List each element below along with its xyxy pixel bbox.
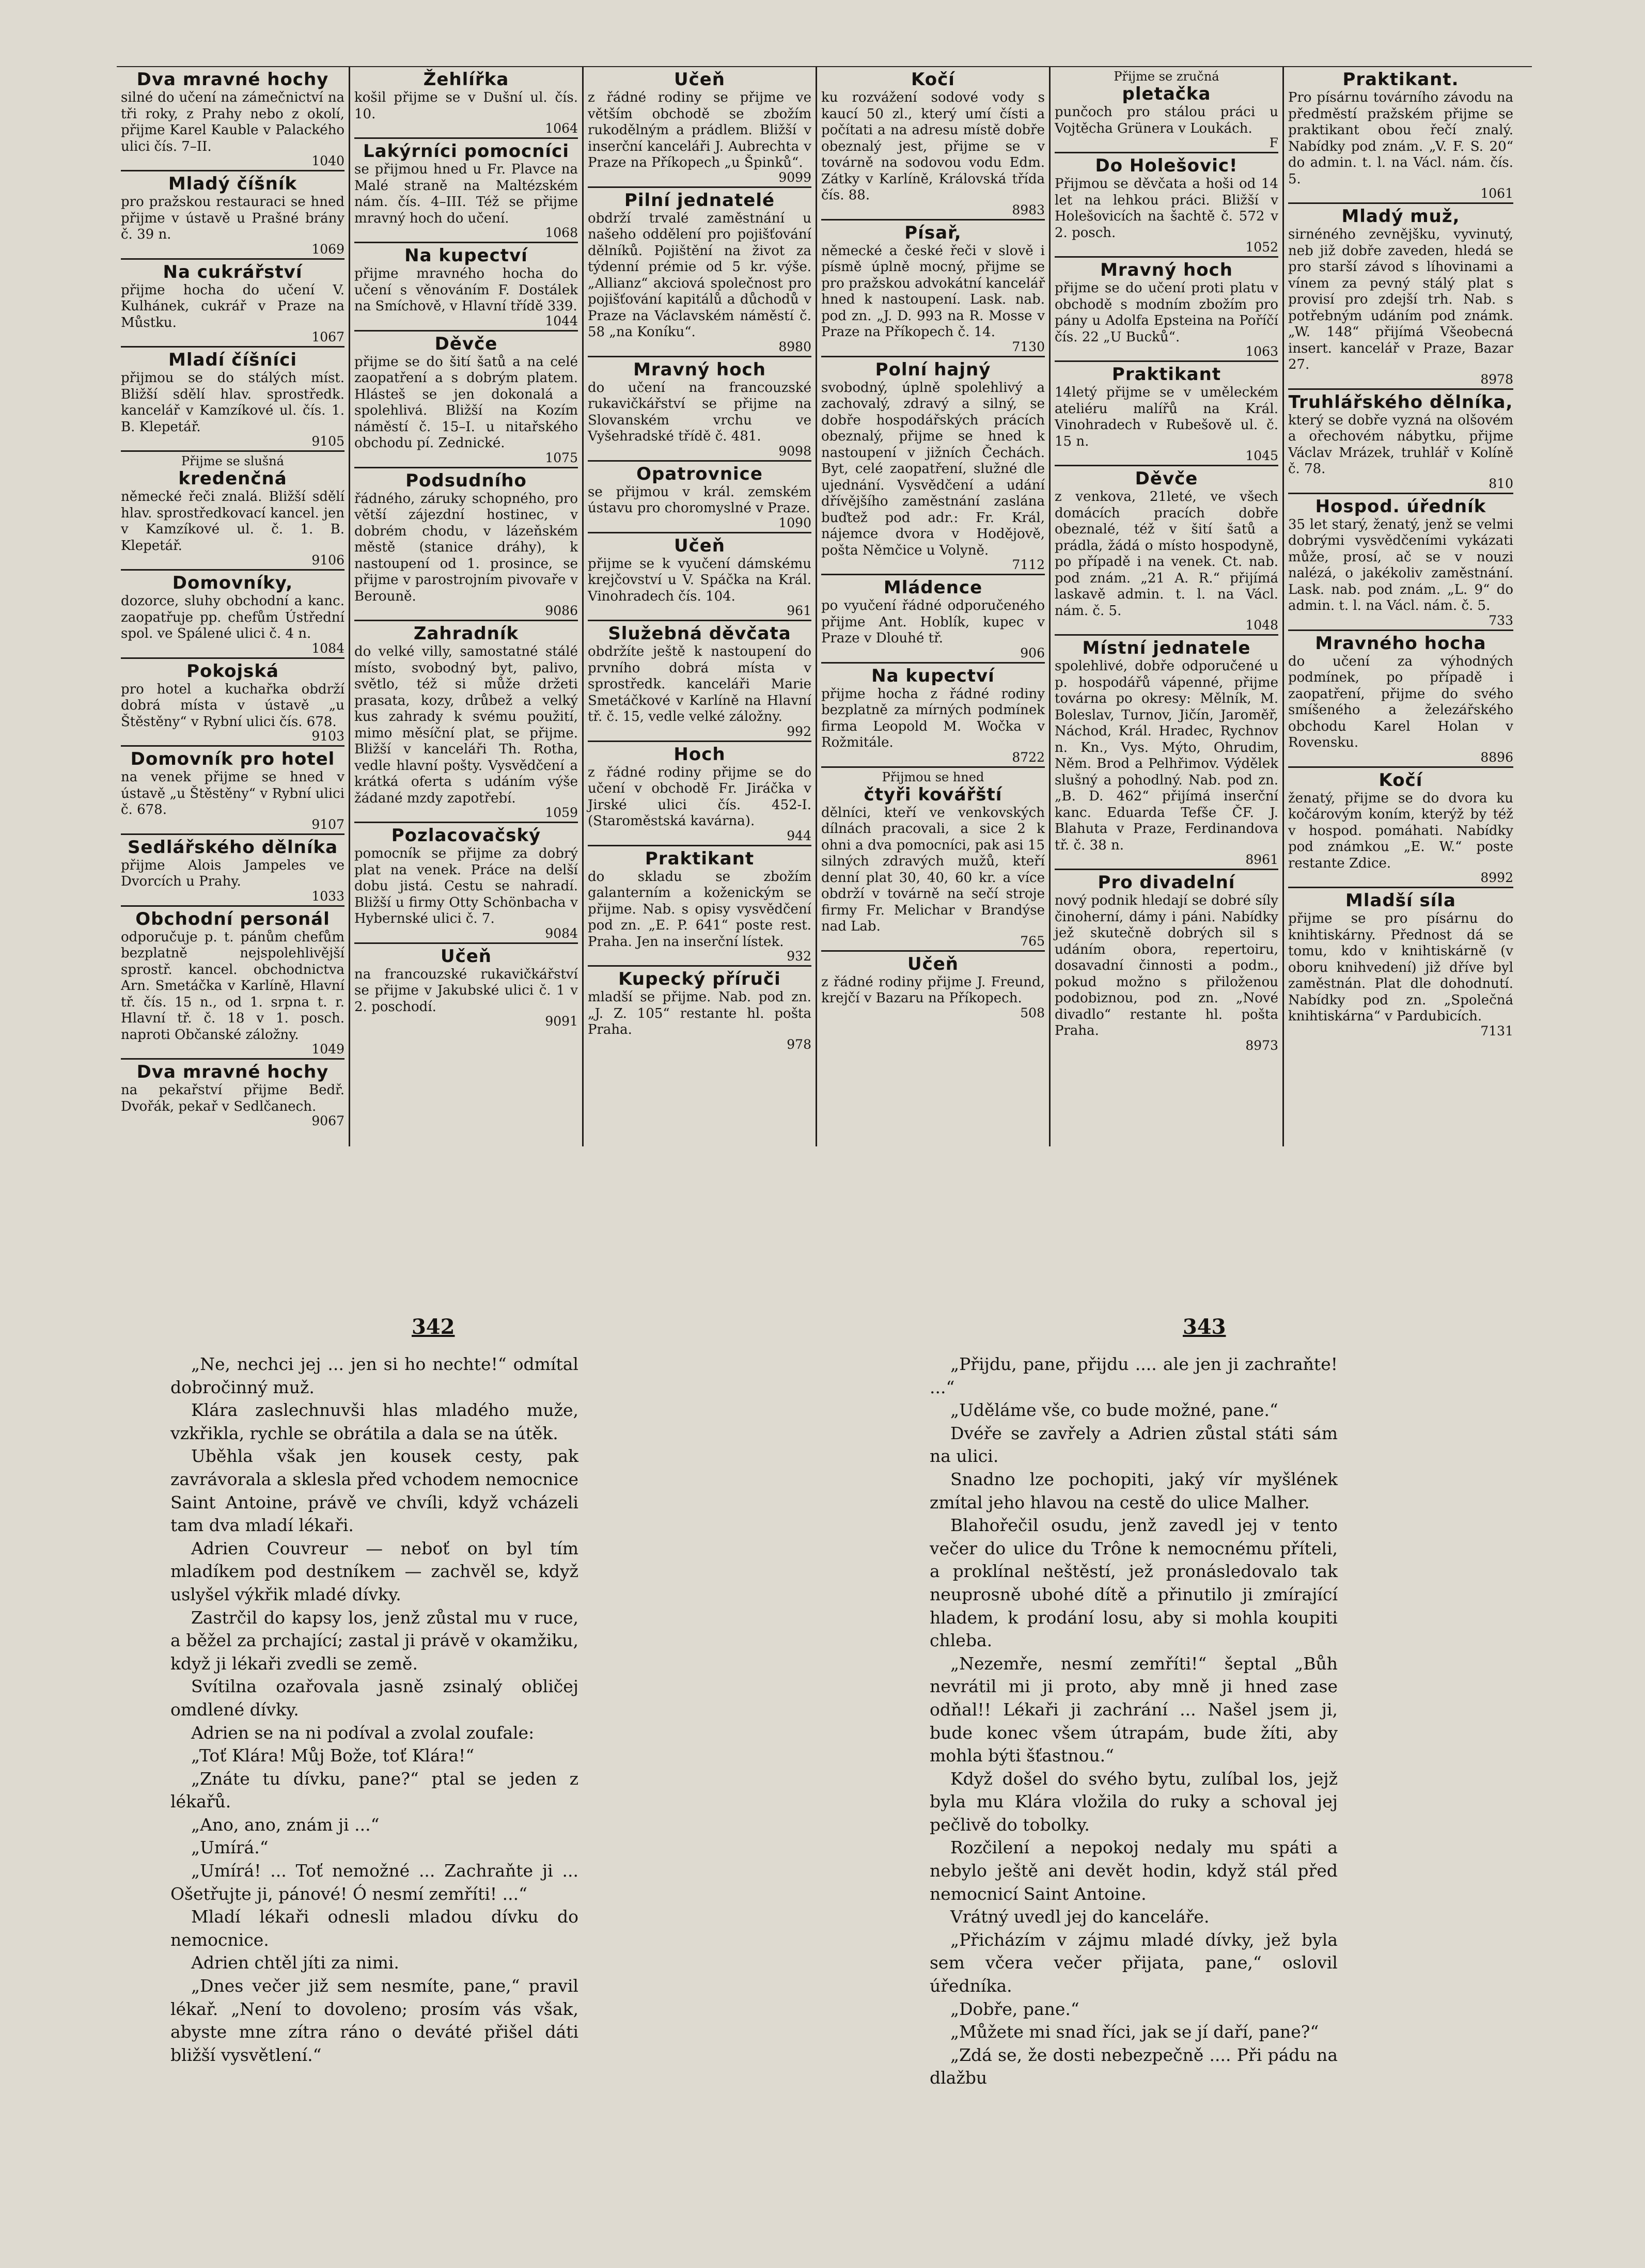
- ad-number: 8992: [1480, 870, 1513, 885]
- ad-heading: Pozlacovačský: [391, 825, 541, 846]
- ad-heading: Mládence: [883, 577, 983, 598]
- ad-text: se přijmou hned u Fr. Plavce na Malé straně na Maltézském nám. čís. 4–III. Též se přijme mravný hoch do učení.: [354, 162, 578, 226]
- ad-text: punčoch pro stálou práci u Vojtěcha Grünera v Loukách.: [1055, 104, 1278, 136]
- ad-text: Přijmou se děvčata a hoši od 14 let na lehkou práci. Bližší v Holešovicích na šachtě č. 572 v 2. posch.: [1055, 176, 1278, 241]
- ad-text: řádného, záruky schopného, pro větší zájezdní hostinec, v dobrém chodu, v lázeňském městě (stanice dráhy), k nastoupení od 1. prosince, se přijme v parostrojním pivovaře v Berouně.: [354, 491, 578, 604]
- ad-heading: Učeň: [673, 69, 726, 90]
- ad-number: 1064: [545, 121, 578, 136]
- story-paragraph: „Ano, ano, znám ji ...“: [191, 1814, 380, 1835]
- story-paragraph: „Dobře, pane.“: [950, 1998, 1079, 2019]
- ad-column: [1284, 67, 1517, 1146]
- ad-number: 7131: [1480, 1023, 1513, 1038]
- ad-number: 8978: [1480, 371, 1513, 387]
- ad-heading: Mravného hocha: [1315, 633, 1486, 654]
- ad-column: [117, 67, 350, 1146]
- ad-heading: Učeň: [907, 953, 959, 974]
- classified-ad: [121, 171, 344, 260]
- ad-heading: Opatrovnice: [636, 463, 763, 484]
- classified-ad: [1055, 67, 1278, 153]
- ad-heading: Praktikant: [645, 848, 755, 869]
- ad-text: z řádné rodiny přijme J. Freund, krejčí v Bazaru na Příkopech.: [821, 974, 1045, 1006]
- classified-ad: [588, 357, 811, 462]
- ad-text: přijmou se do stálých míst. Bližší sdělí hlav. sprostředk. kancelář v Kamzíkové ul. čís. 1. B. Klepetář.: [121, 370, 344, 435]
- classified-ad: [821, 357, 1045, 576]
- ad-number: 992: [787, 723, 811, 739]
- story-paragraph: Uběhla však jen kousek cesty, pak zavrávorala a sklesla před vchodem nemocnice Saint Antoine, právě ve chvíli, když vcházeli tam dva mladí lékaři.: [170, 1446, 578, 1536]
- ad-number: 1052: [1245, 240, 1278, 255]
- ad-heading: Žehlířka: [423, 69, 509, 90]
- ad-text: odporučuje p. t. pánům chefům bezplatně nejspolehlivější sprostř. kancel. obchodnictva Arn. Smetáčka v Karlíně, Hlavní tř. čís. 15 n., od 1. srpna t. r. Hlavní tř. č. 18 v 1. posch. naproti Občanské záložny.: [121, 929, 344, 1043]
- story-paragraph: Svítilna ozařovala jasně zsinalý obličej omdlené dívky.: [170, 1676, 578, 1720]
- classified-ad: [1055, 466, 1278, 636]
- classified-ad: [121, 1060, 344, 1130]
- ad-number: 1069: [311, 241, 344, 257]
- classified-ad: [1288, 67, 1513, 204]
- ad-heading: Lakýrníci pomocníci: [363, 141, 569, 162]
- ad-text: silné do učení na zámečnictví na tři roky, z Prahy nebo z okolí, přijme Karel Kauble v Palackého ulici čís. 7–II.: [121, 90, 344, 154]
- story-paragraph: „Nezemře, nesmí zemříti!“ šeptal „Bůh nevrátil mi ji proto, aby mně ji hned zase odňal!! Lékaři ji zachrání ... Našel jsem ji, bude konec všem útrapám, bude žíti, aby mohla býti šťastnou.“: [930, 1653, 1338, 1766]
- classified-ad: [354, 944, 578, 1031]
- ad-heading: Praktikant: [1111, 364, 1221, 385]
- ad-text: obdrží trvalé zaměstnání u našeho oddělení pro pojišťování dělníků. Pojištění na život za týdenní prémie od 5 kr. výše. „Allianz“ akciová společnost pro pojišťování kapitálů a důchodů v Praze na Václavském náměstí č. 58 „na Koníku“.: [588, 210, 811, 340]
- ad-text: do skladu se zbožím galanterním a koženickým se přijme. Nab. s opisy vysvědčení pod zn. „E. P. 641“ poste rest. Praha. Jen na inserční lístek.: [588, 869, 811, 950]
- ad-heading: Mladší síla: [1345, 890, 1456, 911]
- ad-heading: Mravný hoch: [1100, 260, 1233, 280]
- classified-ad: [354, 139, 578, 243]
- story-paragraph: Blahořečil osudu, jenž zavedl jej v tento večer do ulice du Trône k nemocnému příteli, a proklínal neštěstí, jež pronásledovalo tak neuprosně ubohé dítě a přinutilo ji zmírající hladem, k prodání losu, aby si mohla koupiti chleba.: [930, 1515, 1338, 1651]
- story-paragraph: Adrien Couvreur — neboť on byl tím mladíkem pod destníkem — zachvěl se, když uslyšel výkřik mladé dívky.: [170, 1538, 578, 1604]
- story-paragraph: „Uděláme vše, co bude možné, pane.“: [950, 1400, 1278, 1421]
- ad-text: přijme hocha z řádné rodiny bezplatně za mírných podmínek firma Leopold M. Wočka v Rožmitále.: [821, 686, 1045, 750]
- ad-text: přijme se pro písárnu do knihtiskárny. Přednost dá se tomu, kdo v knihtiskárně (v oboru knihvedení) již dříve byl zaměstnán. Plat dle dohodnutí. Nabídky pod zn. „Společná knihtiskárna“ v Pardubicích.: [1288, 911, 1513, 1024]
- ad-text: do velké villy, samostatné stálé místo, svobodný byt, palivo, světlo, též si může držeti prasata, kozy, drůbež a velký kus zahrady k svému použití, mimo měsíční plat, se přijme. Bližší v kanceláři Th. Rotha, vedle hlavní pošty. Vysvědčení a krátká oferta s udáním výše žádané mzdy zapotřebí.: [354, 644, 578, 806]
- ad-number: 944: [787, 828, 811, 843]
- ad-text: na venek přijme se hned v ústavě „u Štěstěny“ v Rybní ulici č. 678.: [121, 769, 344, 817]
- ad-heading: Sedlářského dělníka: [127, 837, 338, 858]
- ad-number: 1033: [311, 888, 344, 904]
- story-page-left: [170, 1353, 578, 2067]
- story-paragraph: Mladí lékaři odnesli mladou dívku do nemocnice.: [170, 1907, 578, 1950]
- ad-number: 1090: [778, 515, 811, 530]
- ad-text: přijme se do učení proti platu v obchodě s modním zbožím pro pány u Adolfa Epsteina na Poříčí čís. 22 „U Bucků“.: [1055, 280, 1278, 345]
- ad-number: 8973: [1245, 1037, 1278, 1053]
- ad-number: 1059: [545, 805, 578, 820]
- ad-preheading: Přijmou se hned: [882, 769, 984, 784]
- ad-number: 1040: [311, 153, 344, 168]
- ad-heading: Hoch: [673, 744, 726, 765]
- story-paragraph: Klára zaslechnuvši hlas mladého muže, vzkřikla, rychle se obrátila a dala se na útěk.: [170, 1400, 578, 1443]
- classified-ad: [354, 468, 578, 622]
- classified-ad: [354, 823, 578, 944]
- classified-ad: [1055, 153, 1278, 258]
- classified-ad: [821, 768, 1045, 952]
- classified-ad: [588, 188, 811, 357]
- ad-heading: Podsudního: [405, 470, 527, 491]
- ad-column: [350, 67, 584, 1146]
- ad-heading: Učeň: [440, 946, 492, 967]
- ad-text: do učení na francouzské rukavičkářství se přijme na Slovanském vrchu ve Vyšehradské třídě č. 481.: [588, 380, 811, 444]
- ad-text: obdržíte ještě k nastoupení do prvního dobrá místa v sprostředk. kanceláři Marie Smetáčkové v Karlíně na Hlavní tř. č. 15, vedle velké záložny.: [588, 644, 811, 724]
- ad-number: 9106: [311, 553, 344, 568]
- ad-heading: Kupecký příruči: [618, 969, 781, 989]
- ad-heading: Kočí: [911, 69, 955, 90]
- ad-heading: Na cukrářství: [163, 261, 303, 282]
- ad-text: přijme mravného hocha do učení s věnováním F. Dostálek na Smíchově, v Hlavní třídě 339.: [354, 266, 578, 314]
- ad-preheading: Přijme se slušná: [181, 454, 284, 468]
- ad-heading: pletačka: [1122, 84, 1211, 104]
- ad-text: přijme se do šití šatů a na celé zaopatření a s dobrým platem. Hlásteš se jen dokonalá a spolehlivá. Bližší na Kozím náměstí č. 15–I. u nitařského obchodu pí. Zednické.: [354, 354, 578, 451]
- ad-heading: Písař,: [904, 222, 962, 243]
- ad-heading: kredenčná: [178, 468, 287, 489]
- ad-text: do učení za výhodných podmínek, po případě i zaopatření, přijme do svého smíšeného a železářského obchodu Karel Holan v Rovensku.: [1288, 653, 1513, 750]
- ad-number: 8896: [1480, 749, 1513, 765]
- ad-text: nový podnik hledají se dobré síly činoherní, dámy i páni. Nabídky jež skutečně dobrých sil s udáním obora, repertoiru, dosavadní činnosti a podm., pokud možno s přiloženou podobiznou, pod zn. „Nové divadlo“ restante hl. pošta Praha.: [1055, 893, 1278, 1038]
- classified-ad: [1288, 494, 1513, 631]
- ad-heading: Mladí číšníci: [168, 350, 297, 370]
- ad-column: [1051, 67, 1284, 1146]
- ad-text: mladší se přijme. Nab. pod zn. „J. Z. 105“ restante hl. pošta Praha.: [588, 989, 811, 1037]
- classified-ad: [821, 220, 1045, 357]
- ad-number: 978: [787, 1036, 811, 1052]
- classified-ad: [588, 742, 811, 846]
- ad-text: německé řeči znalá. Bližší sdělí hlav. sprostředkovací kancel. jen v Kamzíkové ul. č. 1. B. Klepetář.: [121, 489, 344, 554]
- classified-ad: [1288, 888, 1513, 1040]
- ad-number: 810: [1489, 476, 1513, 491]
- story-paragraph: „Zdá se, že dosti nebezpečně .... Při pádu na dlažbu: [930, 2044, 1338, 2088]
- ad-heading: Hospod. úředník: [1315, 496, 1486, 517]
- classified-ad: [1055, 636, 1278, 870]
- ad-text: Pro písárnu továrního závodu na předměstí pražském přijme se praktikant obou řečí znalý. Nabídky pod znám. „V. F. S. 20“ do admin. t. l. na Václ. nám. čís. 5.: [1288, 90, 1513, 187]
- ad-text: ku rozvážení sodové vody s kaucí 50 zl., který umí čísti a počítati a na adresu místě dobře obeznalý jest, přijme se v továrně na sodovou vodu Edm. Zátky v Karlíně, Královská třída čís. 88.: [821, 90, 1045, 203]
- ad-text: přijme se k vyučení dámskému krejčovství u V. Spáčka na Král. Vinohradech čís. 104.: [588, 556, 811, 604]
- story-paragraph: „Přicházím v zájmu mladé dívky, jež byla sem včera večer přijata, pane,“ oslovil úředníka.: [930, 1929, 1338, 1996]
- classified-ad: [821, 664, 1045, 768]
- ad-heading: Děvče: [434, 333, 498, 354]
- classified-ad: [121, 67, 344, 171]
- classified-ad: [1055, 258, 1278, 362]
- classified-ad: [1288, 631, 1513, 768]
- ad-text: 14letý přijme se v uměleckém ateliéru malířů na Král. Vinohradech v Rubešově ul. č. 15 n.: [1055, 385, 1278, 449]
- story-paragraph: Rozčilení a nepokoj nedaly mu spáti a nebylo ještě ani devět hodin, když stál před nemocnicí Saint Antoine.: [930, 1837, 1338, 1904]
- story-paragraph: „Umírá! ... Toť nemožné ... Zachraňte ji ... Ošetřujte ji, pánové! Ó nesmí zemříti! ...“: [170, 1861, 578, 1904]
- ad-text: na pekařství přijme Bedř. Dvořák, pekař v Sedlčanech.: [121, 1082, 344, 1114]
- ad-text: německé a české řeči v slově i písmě úplně mocný, přijme se pro pražskou advokátní kancelář hned k nastoupení. Lask. nab. pod zn. „J. D. 993 na R. Mosse v Praze na Příkopech č. 14.: [821, 243, 1045, 340]
- story-paragraph: „Umírá.“: [191, 1837, 269, 1858]
- ad-number: 1048: [1245, 618, 1278, 633]
- ad-column: [584, 67, 817, 1146]
- ad-column: [817, 67, 1051, 1146]
- classified-ad: [1288, 204, 1513, 390]
- classified-ad: [588, 67, 811, 188]
- ad-text: pro hotel a kuchařka obdrží dobrá místa v ústavě „u Štěstěny“ v Rybní ulici čís. 678.: [121, 681, 344, 730]
- story-paragraph: „Dnes večer již sem nesmíte, pane,“ pravil lékař. „Není to dovoleno; prosím vás však, abyste mne zítra ráno o deváté přišel dáti bližší vysvětlení.“: [170, 1976, 578, 2065]
- classified-ad: [821, 952, 1045, 1022]
- ad-number: F: [1269, 135, 1278, 150]
- ad-number: 906: [1020, 645, 1045, 660]
- ad-text: z venkova, 21leté, ve všech domácích pracích dobře obeznalé, též v šití šatů a prádla, žádá o místo hospodyně, po případě i na venek. Ct. nab. pod znám. „21 A. R.“ přijímá laskavě admin. t. l. na Václ. nám. č. 5.: [1055, 489, 1278, 619]
- ad-number: 7112: [1012, 557, 1045, 572]
- ad-number: 9091: [545, 1014, 578, 1029]
- classified-ads: [117, 66, 1532, 1146]
- story-paragraph: Snadno lze pochopiti, jaký vír myšlének zmítal jeho hlavou na cestě do ulice Malher.: [930, 1469, 1338, 1513]
- ad-number: 1067: [311, 329, 344, 344]
- ad-heading: Služebná děvčata: [608, 623, 791, 644]
- story-paragraph: Dvéře se zavřely a Adrien zůstal státi sám na ulici.: [930, 1423, 1338, 1467]
- story-paragraph: Vrátný uvedl jej do kanceláře.: [950, 1907, 1210, 1927]
- ad-text: z řádné rodiny přijme se do učení v obchodě Fr. Jiráčka v Jirské ulici čís. 452-I. (Staroměstská kavárna).: [588, 764, 811, 829]
- ad-text: pomocník se přijme za dobrý plat na venek. Práce na delší dobu jistá. Cestu se nahradí. Bližší u firmy Otty Schönbacha v Hybernské ulici č. 7.: [354, 846, 578, 926]
- ad-preheading: Přijme se zručná: [1114, 69, 1219, 84]
- ad-heading: Pokojská: [186, 660, 279, 682]
- story-paragraph: „Můžete mi snad říci, jak se jí daří, pane?“: [950, 2022, 1319, 2042]
- classified-ad: [821, 575, 1045, 664]
- ad-number: 8980: [778, 339, 811, 354]
- ad-text: dozorce, sluhy obchodní a kanc. zaopatřuje pp. chefům Ústřední spol. ve Spálené ulici č. 4 n.: [121, 593, 344, 641]
- ad-text: 35 let starý, ženatý, jenž se velmi dobrými vysvědčeními vykázati může, prosí, ač se v nouzi nalézá, o jakékoliv zaměstnání. Lask. nab. pod znám. „L. 9“ do admin. t. l. na Václ. nám. č. 5.: [1288, 516, 1513, 613]
- ad-text: přijme Alois Jampeles ve Dvorcích u Prahy.: [121, 857, 344, 889]
- classified-ad: [121, 452, 344, 571]
- ad-heading: Dva mravné hochy: [136, 69, 329, 90]
- ad-heading: Děvče: [1135, 468, 1198, 489]
- ad-number: 9084: [545, 925, 578, 941]
- ad-number: 1049: [311, 1042, 344, 1057]
- ad-text: který se dobře vyzná na olšovém a ořechovém nábytku, přijme Václav Mrázek, truhlář v Kolíně č. 78.: [1288, 412, 1513, 477]
- ad-heading: Místní jednatele: [1082, 638, 1251, 658]
- ad-number: 765: [1020, 933, 1045, 949]
- classified-ad: [121, 571, 344, 659]
- ad-heading: Kočí: [1378, 769, 1423, 791]
- classified-ad: [588, 967, 811, 1053]
- ad-text: košil přijme se v Dušní ul. čís. 10.: [354, 90, 578, 122]
- ad-number: 961: [787, 603, 811, 618]
- ad-heading: Na kupectví: [871, 665, 995, 686]
- ad-heading: čtyři kovářští: [864, 784, 1002, 805]
- classified-ad: [354, 332, 578, 468]
- story-paragraph: Adrien se na ni podíval a zvolal zoufale:: [191, 1722, 535, 1743]
- story-paragraph: „Znáte tu dívku, pane?“ ptal se jeden z lékařů.: [170, 1768, 578, 1812]
- story-paragraph: Když došel do svého bytu, zulíbal los, jejž byla mu Klára vložila do ruky a schoval jej pečlivě do tobolky.: [930, 1768, 1338, 1835]
- ad-text: se přijmou v král. zemském ústavu pro choromyslné v Praze.: [588, 484, 811, 516]
- classified-ad: [1288, 768, 1513, 889]
- ad-number: 1045: [1245, 448, 1278, 463]
- story-paragraph: Adrien chtěl jíti za nimi.: [191, 1952, 399, 1973]
- classified-ad: [1055, 362, 1278, 466]
- classified-ad: [588, 462, 811, 533]
- ad-number: 8722: [1012, 749, 1045, 765]
- ad-number: 1061: [1480, 186, 1513, 201]
- ad-heading: Pilní jednatelé: [624, 190, 775, 211]
- ad-heading: Truhlářského dělníka,: [1288, 391, 1513, 413]
- classified-ad: [121, 260, 344, 348]
- ad-heading: Na kupectví: [404, 245, 528, 266]
- ad-number: 9067: [311, 1113, 344, 1128]
- ad-text: svobodný, úplně spolehlivý a zachovalý, zdravý a silný, se dobře hospodářských prácích obeznalý, přijme se hned k nastoupení v jižních Čechách. Byt, celé zaopatření, služné dle ujednání. Vysvědčení a udání dřívějšího zaměstnání zaslána buďtež pod adr.: Fr. Král, nájemce dvora v Hodějově, pošta Němčice u Volyně.: [821, 380, 1045, 558]
- ad-heading: Domovník pro hotel: [130, 749, 335, 769]
- story-paragraph: „Přijdu, pane, přijdu .... ale jen ji zachraňte! ...“: [930, 1354, 1338, 1397]
- ad-number: 9086: [545, 603, 578, 618]
- classified-ad: [821, 67, 1045, 220]
- ad-number: 7130: [1012, 339, 1045, 354]
- classified-ad: [354, 67, 578, 139]
- ad-text: po vyučení řádné odporučeného přijme Ant. Hoblík, kupec v Praze v Dlouhé tř.: [821, 598, 1045, 646]
- ad-text: pro pražskou restauraci se hned přijme v ústavě u Prašné brány č. 39 n.: [121, 194, 344, 242]
- ad-heading: Mravný hoch: [633, 359, 766, 380]
- ad-number: 9099: [778, 169, 811, 185]
- ad-number: 8961: [1245, 852, 1278, 867]
- ad-number: 1084: [311, 640, 344, 656]
- ad-text: spolehlivé, dobře odporučené u p. hospodářů vápenné, přijme továrna po okresy: Mělník, M. Boleslav, Turnov, Jičín, Jaroměř, Náchod, Král. Hradec, Rychnov n. Kn., Vys. Mýto, Ohrudim, Něm. Brod a Pelhřimov. Výdělek slušný a pohodlný. Nab. pod zn. „B. D. 462“ přijímá inserční kanc. Eduarda Tefše ČF. J. Blahuta v Praze, Ferdinandova tř. č. 38 n.: [1055, 658, 1278, 853]
- classified-ad: [1055, 870, 1278, 1054]
- ad-text: ženatý, přijme se do dvora ku kočárovým koním, kterýž by též v hospod. pomáhati. Nabídky pod známkou „E. W.“ poste restante Zdice.: [1288, 790, 1513, 871]
- ad-heading: Do Holešovic!: [1095, 155, 1238, 176]
- story-page-right: [930, 1353, 1338, 2090]
- ad-heading: Dva mravné hochy: [136, 1062, 329, 1082]
- ad-number: 9107: [311, 816, 344, 832]
- story-paragraph: „Ne, nechci jej ... jen si ho nechte!“ odmítal dobročinný muž.: [170, 1354, 578, 1397]
- classified-ad: [354, 621, 578, 823]
- ad-number: 508: [1020, 1005, 1045, 1020]
- classified-ad: [1288, 390, 1513, 494]
- story-paragraph: „Toť Klára! Můj Bože, toť Klára!“: [191, 1745, 475, 1766]
- classified-ad: [121, 835, 344, 907]
- ad-heading: Domovníky,: [172, 573, 293, 593]
- classified-ad: [121, 348, 344, 452]
- ad-heading: Učeň: [673, 535, 726, 556]
- classified-ad: [588, 621, 811, 742]
- ad-text: přijme hocha do učení V. Kulhánek, cukrář v Praze na Můstku.: [121, 282, 344, 330]
- classified-ad: [121, 659, 344, 747]
- ad-text: dělníci, kteří ve venkovských dílnách pracovali, a sice 2 k ohni a dva pomocníci, pak asi 15 silných zdravých mužů, kteří denní plat 30, 40, 60 kr. a více obdrží v továrně na sečí stroje firmy Fr. Melichar v Brandýse nad Lab.: [821, 805, 1045, 934]
- ad-number: 733: [1489, 612, 1513, 628]
- ad-heading: Mladý muž,: [1341, 206, 1460, 227]
- ad-number: 1044: [545, 313, 578, 328]
- ad-heading: Mladý číšník: [168, 174, 297, 194]
- ad-text: z řádné rodiny se přijme ve větším obchodě se zbožím rukodělným a prádlem. Bližší v inserční kanceláři J. Aubrechta v Praze na Příkopech „u Špinků“.: [588, 90, 811, 170]
- classified-ad: [121, 747, 344, 835]
- ad-number: 9103: [311, 729, 344, 744]
- ad-heading: Polní hajný: [875, 359, 991, 380]
- page-number-left: 342: [412, 1315, 455, 1339]
- ad-heading: Obchodní personál: [135, 908, 330, 930]
- ad-heading: Zahradník: [413, 623, 519, 644]
- ad-heading: Pro divadelní: [1098, 872, 1235, 893]
- ad-number: 9105: [311, 434, 344, 449]
- classified-ad: [588, 846, 811, 967]
- classified-ad: [588, 533, 811, 622]
- ad-number: 932: [787, 949, 811, 964]
- ad-number: 8983: [1012, 202, 1045, 217]
- classified-ad: [354, 243, 578, 332]
- story-paragraph: Zastrčil do kapsy los, jenž zůstal mu v ruce, a běžel za prchající; zastal ji právě v okamžiku, když ji lékaři zvedli se země.: [170, 1607, 578, 1674]
- ad-number: 1075: [545, 450, 578, 465]
- ad-text: na francouzské rukavičkářství se přijme v Jakubské ulici č. 1 v 2. poschodí.: [354, 966, 578, 1015]
- ad-heading: Praktikant.: [1342, 69, 1459, 90]
- ad-text: sirnéného zevnějšku, vyvinutý, neb již dobře zaveden, hledá se pro starší závod s líhovinami a vínem za pevný stálý plat s provisí pro zdejší trh. Nab. s potřebným udáním pod známk. „W. 148“ přijímá Všeobecná insert. kancelář v Praze, Bazar 27.: [1288, 227, 1513, 372]
- ad-number: 1068: [545, 225, 578, 240]
- ad-number: 9098: [778, 443, 811, 459]
- classified-ad: [121, 907, 344, 1060]
- page-number-right: 343: [1183, 1315, 1226, 1339]
- ad-number: 1063: [1245, 344, 1278, 359]
